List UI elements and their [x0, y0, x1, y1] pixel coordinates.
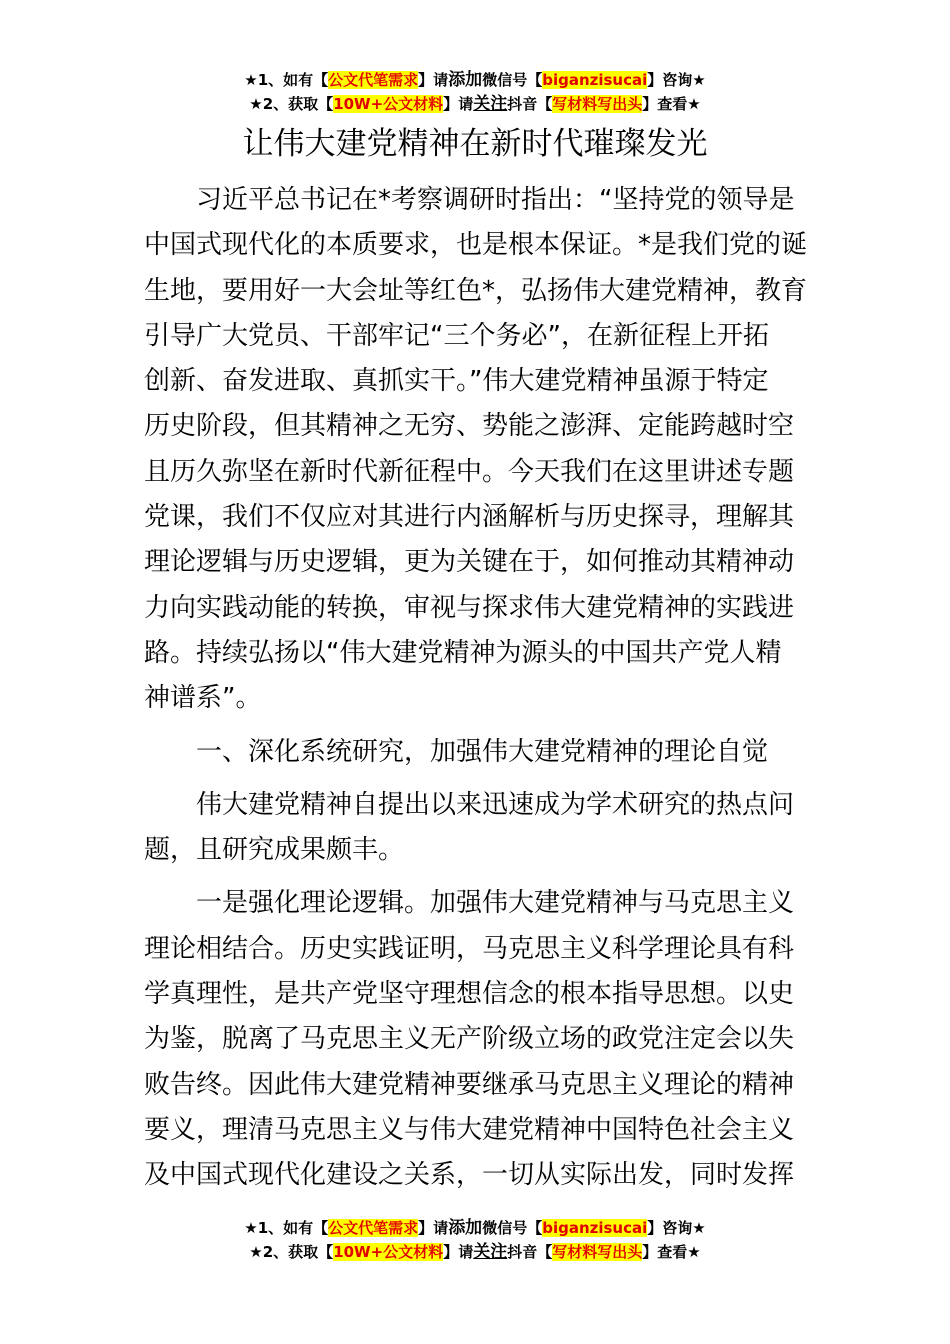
footer-highlight-douyin-id: 写材料写出头	[552, 1243, 643, 1261]
banner-highlight-douyin-id: 写材料写出头	[552, 95, 643, 113]
footer-highlight-wechat-id: biganzisucai	[542, 1219, 648, 1237]
banner-highlight-materials: 10W+公文材料	[333, 95, 444, 113]
footer-banner-line-2: ★2、获取【10W+公文材料】请关注抖音【写材料写出头】查看★	[249, 1242, 701, 1262]
footer-banner	[0, 1216, 950, 1264]
banner-highlight-service: 公文代笔需求	[328, 71, 419, 89]
banner-highlight-wechat-id: biganzisucai	[542, 71, 648, 89]
banner-line-2: ★2、获取【10W+公文材料】请关注抖音【写材料写出头】查看★	[249, 94, 701, 114]
paragraph-intro: 习近平总书记在*考察调研时指出：“坚持党的领导是 中国式现代化的本质要求，也是根本保证。*是我们党的诞 生地，要用好一大会址等红色*，弘扬伟大建党精神，教育 引导广大党员、干部牢记“三个务必”，在新征程上开拓 创新、奋发进取、真抓实干。”伟大建党精神虽源于特定 历史阶段，但其精神之无穷、势能之澎湃、定能跨越时空 且历久弥坚在新时代新征程中。今天我们在这里讲述专题 党课，我们不仅应对其进行内涵解析与历史探寻，理解其 理论逻辑与历史逻辑，更为关键在于，如何推动其精神动 力向实践动能的转换，审视与探求伟大建党精神的实践进 路。持续弘扬以“伟大建党精神为源头的中国共产党人精 神谱系”。	[144, 185, 808, 714]
paragraph-section-1-intro: 伟大建党精神自提出以来迅速成为学术研究的热点问 题，且研究成果颇丰。	[144, 789, 795, 866]
banner-line-1: ★1、如有【公文代笔需求】请添加微信号【biganzisucai】咨询★	[244, 70, 706, 90]
footer-highlight-service: 公文代笔需求	[328, 1219, 419, 1237]
document-body	[144, 178, 806, 1199]
section-heading-1: 一、深化系统研究，加强伟大建党精神的理论自觉	[144, 736, 769, 767]
footer-banner-line-1: ★1、如有【公文代笔需求】请添加微信号【biganzisucai】咨询★	[244, 1218, 706, 1238]
footer-highlight-materials: 10W+公文材料	[333, 1243, 444, 1261]
header-banner	[0, 68, 950, 116]
document-title: 让伟大建党精神在新时代璀璨发光	[242, 126, 708, 162]
paragraph-point-1: 一是强化理论逻辑。加强伟大建党精神与马克思主义 理论相结合。历史实践证明，马克思主义科学理论具有科 学真理性，是共产党坚守理想信念的根本指导思想。以史 为鉴，脱离了马克思主义无产阶级立场的政党注定会以失 败告终。因此伟大建党精神要继承马克思主义理论的精神 要义，理清马克思主义与伟大建党精神中国特色社会主义 及中国式现代化建设之关系，一切从实际出发，同时发挥	[144, 888, 795, 1191]
